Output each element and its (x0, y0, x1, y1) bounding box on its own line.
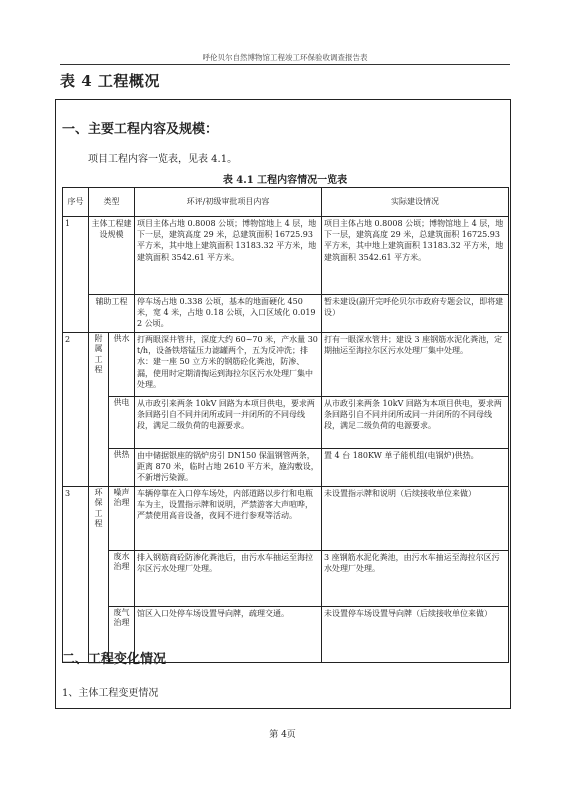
section1-title: 一、主要工程内容及规模： (62, 122, 219, 137)
row-number: 2 (63, 333, 89, 487)
section2-title: 二、工程变化情况 (62, 652, 167, 667)
header-actual: 实际建设情况 (322, 188, 509, 217)
table-row (63, 333, 509, 397)
row-eia: 停车场占地 0.338 公顷，基本的地面硬化 450 米，宽 4 米，占地 0.18 公顷，入口区域化 0.0192 公顷。 (135, 295, 322, 333)
row-actual: 打有一眼深水管井；建设 3 座钢筋水泥化粪池，定期抽运至海拉尔区污水处理厂集中处理。 (322, 333, 509, 397)
table-row (63, 551, 509, 607)
section1-intro: 项目工程内容一览表，见表 4.1。 (88, 154, 238, 165)
row-actual: 置 4 台 180KW 单子能机组(电锅炉)供热。 (322, 449, 509, 487)
header-type: 类型 (89, 188, 135, 217)
page-number: 第 4页 (269, 730, 296, 740)
row-actual: 项目主体占地 0.8008 公顷；博物馆地上 4 层，地下一层，建筑高度 29 米，总建筑面积 16725.93 平方米，其中地上建筑面积 13183.32 平方米，地建筑面积 3542.61 平方米。 (322, 217, 509, 295)
row-type: 辅助工程 (89, 295, 135, 333)
row-actual: 3 座钢筋水泥化粪池，由污水车抽运至海拉尔区污水处理厂处理。 (322, 551, 509, 607)
row-eia: 车辆停靠在入口停车场处，内部道路以步行和电瓶车为主，设置指示牌和说明，严禁游客大声喧哗，严禁使用高音设备，夜间不进行参观等活动。 (135, 487, 322, 551)
row-group: 环保工程 (89, 487, 109, 663)
table-row (63, 487, 509, 551)
row-eia: 馆区入口处停车场设置导向牌，疏理交通。 (135, 607, 322, 663)
row-number: 1 (63, 217, 89, 333)
header-rule (60, 64, 510, 65)
row-actual: 未设置指示牌和说明（后续接收单位来做） (322, 487, 509, 551)
table-row (63, 217, 509, 295)
row-type: 废水治理 (109, 551, 135, 607)
row-eia: 由中储据银座的锅炉房引 DN150 保温钢管两条，距离 870 米，临时占地 2610 平方米，施沟敷设，不新增污染源。 (135, 449, 322, 487)
row-actual: 从市政引来两条 10kV 回路为本项目供电，要求两条回路引自不同并闭所或同一并闭所的不同母线段，满足二级负荷的电源要求。 (322, 397, 509, 449)
row-type: 供热 (109, 449, 135, 487)
row-type: 噪声治理 (109, 487, 135, 551)
running-header: 呼伦贝尔自然博物馆工程竣工环保验收调查报告表 (202, 53, 368, 62)
row-type: 废气治理 (109, 607, 135, 663)
row-type: 供水 (109, 333, 135, 397)
row-actual: 未设置停车场设置导向牌（后续接收单位来做） (322, 607, 509, 663)
table-header-row (63, 188, 509, 217)
row-eia: 项目主体占地 0.8008 公顷；博物馆地上 4 层，地下一层，建筑高度 29 米，总建筑面积 16725.93 平方米，其中地上建筑面积 13183.32 平方米，地建筑面积 3542.61 平方米。 (135, 217, 322, 295)
row-eia: 排入钢筋商砼防渗化粪池后，由污水车抽运至海拉尔区污水处理厂处理。 (135, 551, 322, 607)
header-no: 序号 (63, 188, 89, 217)
section2-subtitle: 1、主体工程变更情况 (62, 688, 159, 699)
table-caption: 表 4.1 工程内容情况一览表 (222, 175, 348, 186)
row-actual: 暂未建设(副开完呼伦贝尔市政府专题会议，即将建设） (322, 295, 509, 333)
table-row (63, 295, 509, 333)
header-eia: 环评/初级审批项目内容 (135, 188, 322, 217)
row-type: 供电 (109, 397, 135, 449)
row-type: 主体工程建设规模 (89, 217, 135, 295)
row-number: 3 (63, 487, 89, 663)
row-eia: 打两眼深井管井，深度大约 60~70 米，产水量 30t/h，设备铁塔锰压力滤罐两个，五为反冲洗；排水：建一座 50 立方米的钢筋砼化粪池，防渗、漏，使用时定期清掏运到海拉尔区污水处理厂集中处理。 (135, 333, 322, 397)
project-content-table (62, 187, 509, 663)
row-eia: 从市政引来两条 10kV 回路为本项目供电，要求两条回路引自不同并闭所或同一并闭所的不同母线段，满足二级负荷的电源要求。 (135, 397, 322, 449)
row-group: 附属工程 (89, 333, 109, 487)
chapter-title: 表 4 工程概况 (60, 72, 160, 90)
table-row (63, 397, 509, 449)
table-row (63, 449, 509, 487)
